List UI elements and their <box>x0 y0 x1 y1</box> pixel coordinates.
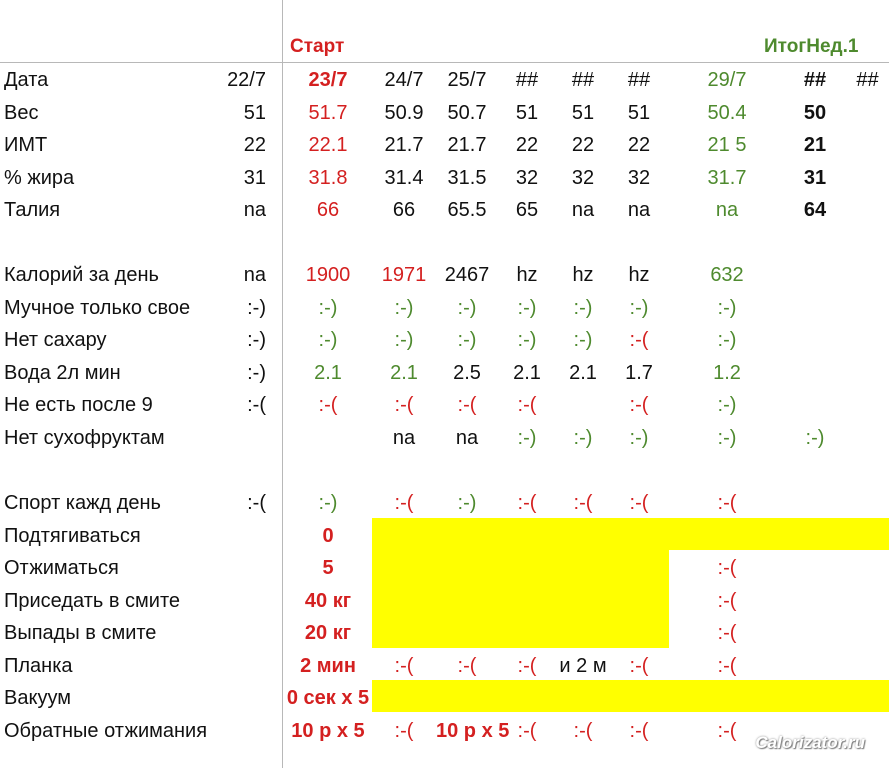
cell: ## <box>856 69 879 91</box>
table-row <box>0 682 889 714</box>
cell: :-( <box>629 720 649 742</box>
cell: 10 р х 5 <box>291 720 365 742</box>
start-header: Старт <box>290 36 345 57</box>
cell: 632 <box>710 264 744 286</box>
cell: 51 <box>627 102 651 124</box>
cell: :-) <box>457 297 477 319</box>
cell: ## <box>627 69 651 91</box>
cell: ## <box>571 69 595 91</box>
cell: 21 <box>803 134 827 156</box>
cell: :-) <box>247 362 266 384</box>
cell: 31 <box>243 167 266 189</box>
cell: 51 <box>571 102 595 124</box>
cell: 29/7 <box>707 69 747 91</box>
cell: :-( <box>394 655 414 677</box>
row-label: Обратные отжимания <box>4 720 208 742</box>
cell: 22.1 <box>308 134 348 156</box>
table-row <box>0 64 889 96</box>
cell: 1.2 <box>713 362 741 384</box>
cell: :-) <box>629 427 649 449</box>
cell: 50.7 <box>447 102 487 124</box>
cell: 32 <box>515 167 539 189</box>
row-label: Талия <box>4 199 61 221</box>
cell: :-) <box>573 297 593 319</box>
row-label: Планка <box>4 655 73 677</box>
table-row <box>0 487 889 519</box>
row-label: Выпады в смите <box>4 622 157 644</box>
cell: :-( <box>717 492 737 514</box>
table-row <box>0 389 889 421</box>
cell: :-) <box>805 427 825 449</box>
cell: и 2 м <box>559 655 607 677</box>
row-label: % жира <box>4 167 75 189</box>
cell: 21 5 <box>707 134 747 156</box>
row-label: Мучное только свое <box>4 297 191 319</box>
table-row <box>0 617 889 649</box>
cell: :-( <box>457 394 477 416</box>
cell: :-) <box>457 492 477 514</box>
cell: na <box>571 199 595 221</box>
cell: 2467 <box>444 264 490 286</box>
cell: 31.8 <box>308 167 348 189</box>
table-row <box>0 520 889 552</box>
table-row <box>0 585 889 617</box>
cell: :-( <box>573 492 593 514</box>
cell: :-) <box>247 297 266 319</box>
cell: 22 <box>515 134 539 156</box>
cell: :-( <box>629 655 649 677</box>
cell: :-( <box>717 622 737 644</box>
cell: 1971 <box>381 264 427 286</box>
cell: :-) <box>318 297 338 319</box>
cell: 21.7 <box>384 134 424 156</box>
cell: :-( <box>318 394 338 416</box>
cell: :-( <box>517 655 537 677</box>
cell: :-( <box>457 655 477 677</box>
cell: 51 <box>515 102 539 124</box>
cell: 50.9 <box>384 102 424 124</box>
cell: :-( <box>717 655 737 677</box>
cell: :-) <box>717 394 737 416</box>
cell: 5 <box>322 557 334 579</box>
cell: 21.7 <box>447 134 487 156</box>
row-label: Вакуум <box>4 687 71 709</box>
row-label: Калорий за день <box>4 264 159 286</box>
table-row <box>0 357 889 389</box>
row-label: Вес <box>4 102 39 124</box>
cell: 22 <box>243 134 266 156</box>
cell: :-) <box>629 297 649 319</box>
cell: 65.5 <box>447 199 487 221</box>
cell: 31.7 <box>707 167 747 189</box>
cell: 51.7 <box>308 102 348 124</box>
cell: na <box>715 199 739 221</box>
cell: 2.1 <box>314 362 342 384</box>
cell: 64 <box>803 199 827 221</box>
cell: :-) <box>517 297 537 319</box>
watermark: Calorizator.ru <box>755 733 865 752</box>
cell: 50 <box>803 102 827 124</box>
cell: 31 <box>803 167 827 189</box>
cell: ## <box>803 69 827 91</box>
cell: :-( <box>394 394 414 416</box>
row-label: Не есть после 9 <box>4 394 153 416</box>
cell: ## <box>515 69 539 91</box>
cell: na <box>243 199 266 221</box>
cell: 2.1 <box>513 362 541 384</box>
cell: :-( <box>573 720 593 742</box>
cell: 22/7 <box>227 69 266 91</box>
cell: 31.5 <box>447 167 487 189</box>
cell: :-) <box>717 329 737 351</box>
cell: 22 <box>571 134 595 156</box>
cell: 25/7 <box>447 69 487 91</box>
cell: :-( <box>394 720 414 742</box>
row-label: Подтягиваться <box>4 525 141 547</box>
cell: :-) <box>457 329 477 351</box>
cell: na <box>455 427 479 449</box>
cell: :-( <box>717 590 737 612</box>
cell: :-) <box>318 492 338 514</box>
row-label: Приседать в смите <box>4 590 181 612</box>
cell: 0 <box>322 525 334 547</box>
cell: :-) <box>394 297 414 319</box>
row-label: Вода 2л мин <box>4 362 121 384</box>
cell: 2.1 <box>390 362 418 384</box>
cell: 65 <box>515 199 539 221</box>
cell: 0 сек х 5 <box>286 687 370 709</box>
cell: 23/7 <box>308 69 348 91</box>
cell: :-( <box>517 720 537 742</box>
cell: :-) <box>517 427 537 449</box>
cell: hz <box>628 264 650 286</box>
cell: hz <box>516 264 538 286</box>
row-label: Спорт кажд день <box>4 492 161 514</box>
cell: 20 кг <box>304 622 352 644</box>
table-row <box>0 97 889 129</box>
cell: hz <box>572 264 594 286</box>
row-label: Дата <box>4 69 49 91</box>
cell: :-( <box>717 557 737 579</box>
row-label: ИМТ <box>4 134 48 156</box>
cell: :-( <box>629 394 649 416</box>
cell: :-) <box>247 329 266 351</box>
table-row <box>0 259 889 291</box>
cell: :-( <box>629 329 649 351</box>
row-label: Нет сахару <box>4 329 107 351</box>
cell: :-) <box>573 427 593 449</box>
cell: 2.1 <box>569 362 597 384</box>
row-label: Отжиматься <box>4 557 119 579</box>
table-row <box>0 194 889 226</box>
table-row <box>0 129 889 161</box>
summary-header: ИтогНед.1 <box>764 36 859 57</box>
cell: na <box>243 264 266 286</box>
cell: :-) <box>573 329 593 351</box>
cell: na <box>627 199 651 221</box>
table-row <box>0 422 889 454</box>
table-row <box>0 292 889 324</box>
table-row <box>0 552 889 584</box>
row-label: Нет сухофруктам <box>4 427 165 449</box>
cell: :-) <box>717 427 737 449</box>
cell: :-( <box>247 394 266 416</box>
cell: 51 <box>243 102 266 124</box>
table-row <box>0 162 889 194</box>
cell: na <box>392 427 416 449</box>
cell: 1.7 <box>625 362 653 384</box>
header-divider <box>0 62 889 63</box>
cell: 32 <box>627 167 651 189</box>
cell: 32 <box>571 167 595 189</box>
cell: 66 <box>316 199 340 221</box>
cell: :-( <box>629 492 649 514</box>
cell: :-( <box>394 492 414 514</box>
cell: 50.4 <box>707 102 747 124</box>
cell: 66 <box>392 199 416 221</box>
cell: :-) <box>717 297 737 319</box>
cell: 40 кг <box>304 590 352 612</box>
cell: :-( <box>517 394 537 416</box>
cell: :-( <box>517 492 537 514</box>
table-row <box>0 324 889 356</box>
cell: :-) <box>318 329 338 351</box>
cell: :-( <box>247 492 266 514</box>
cell: 22 <box>627 134 651 156</box>
cell: 24/7 <box>384 69 424 91</box>
cell: 31.4 <box>384 167 424 189</box>
cell: 10 р х 5 <box>436 720 510 742</box>
cell: 2 мин <box>300 655 356 677</box>
cell: :-( <box>717 720 737 742</box>
cell: :-) <box>517 329 537 351</box>
cell: :-) <box>394 329 414 351</box>
cell: 1900 <box>305 264 351 286</box>
table-row <box>0 650 889 682</box>
cell: 2.5 <box>453 362 481 384</box>
